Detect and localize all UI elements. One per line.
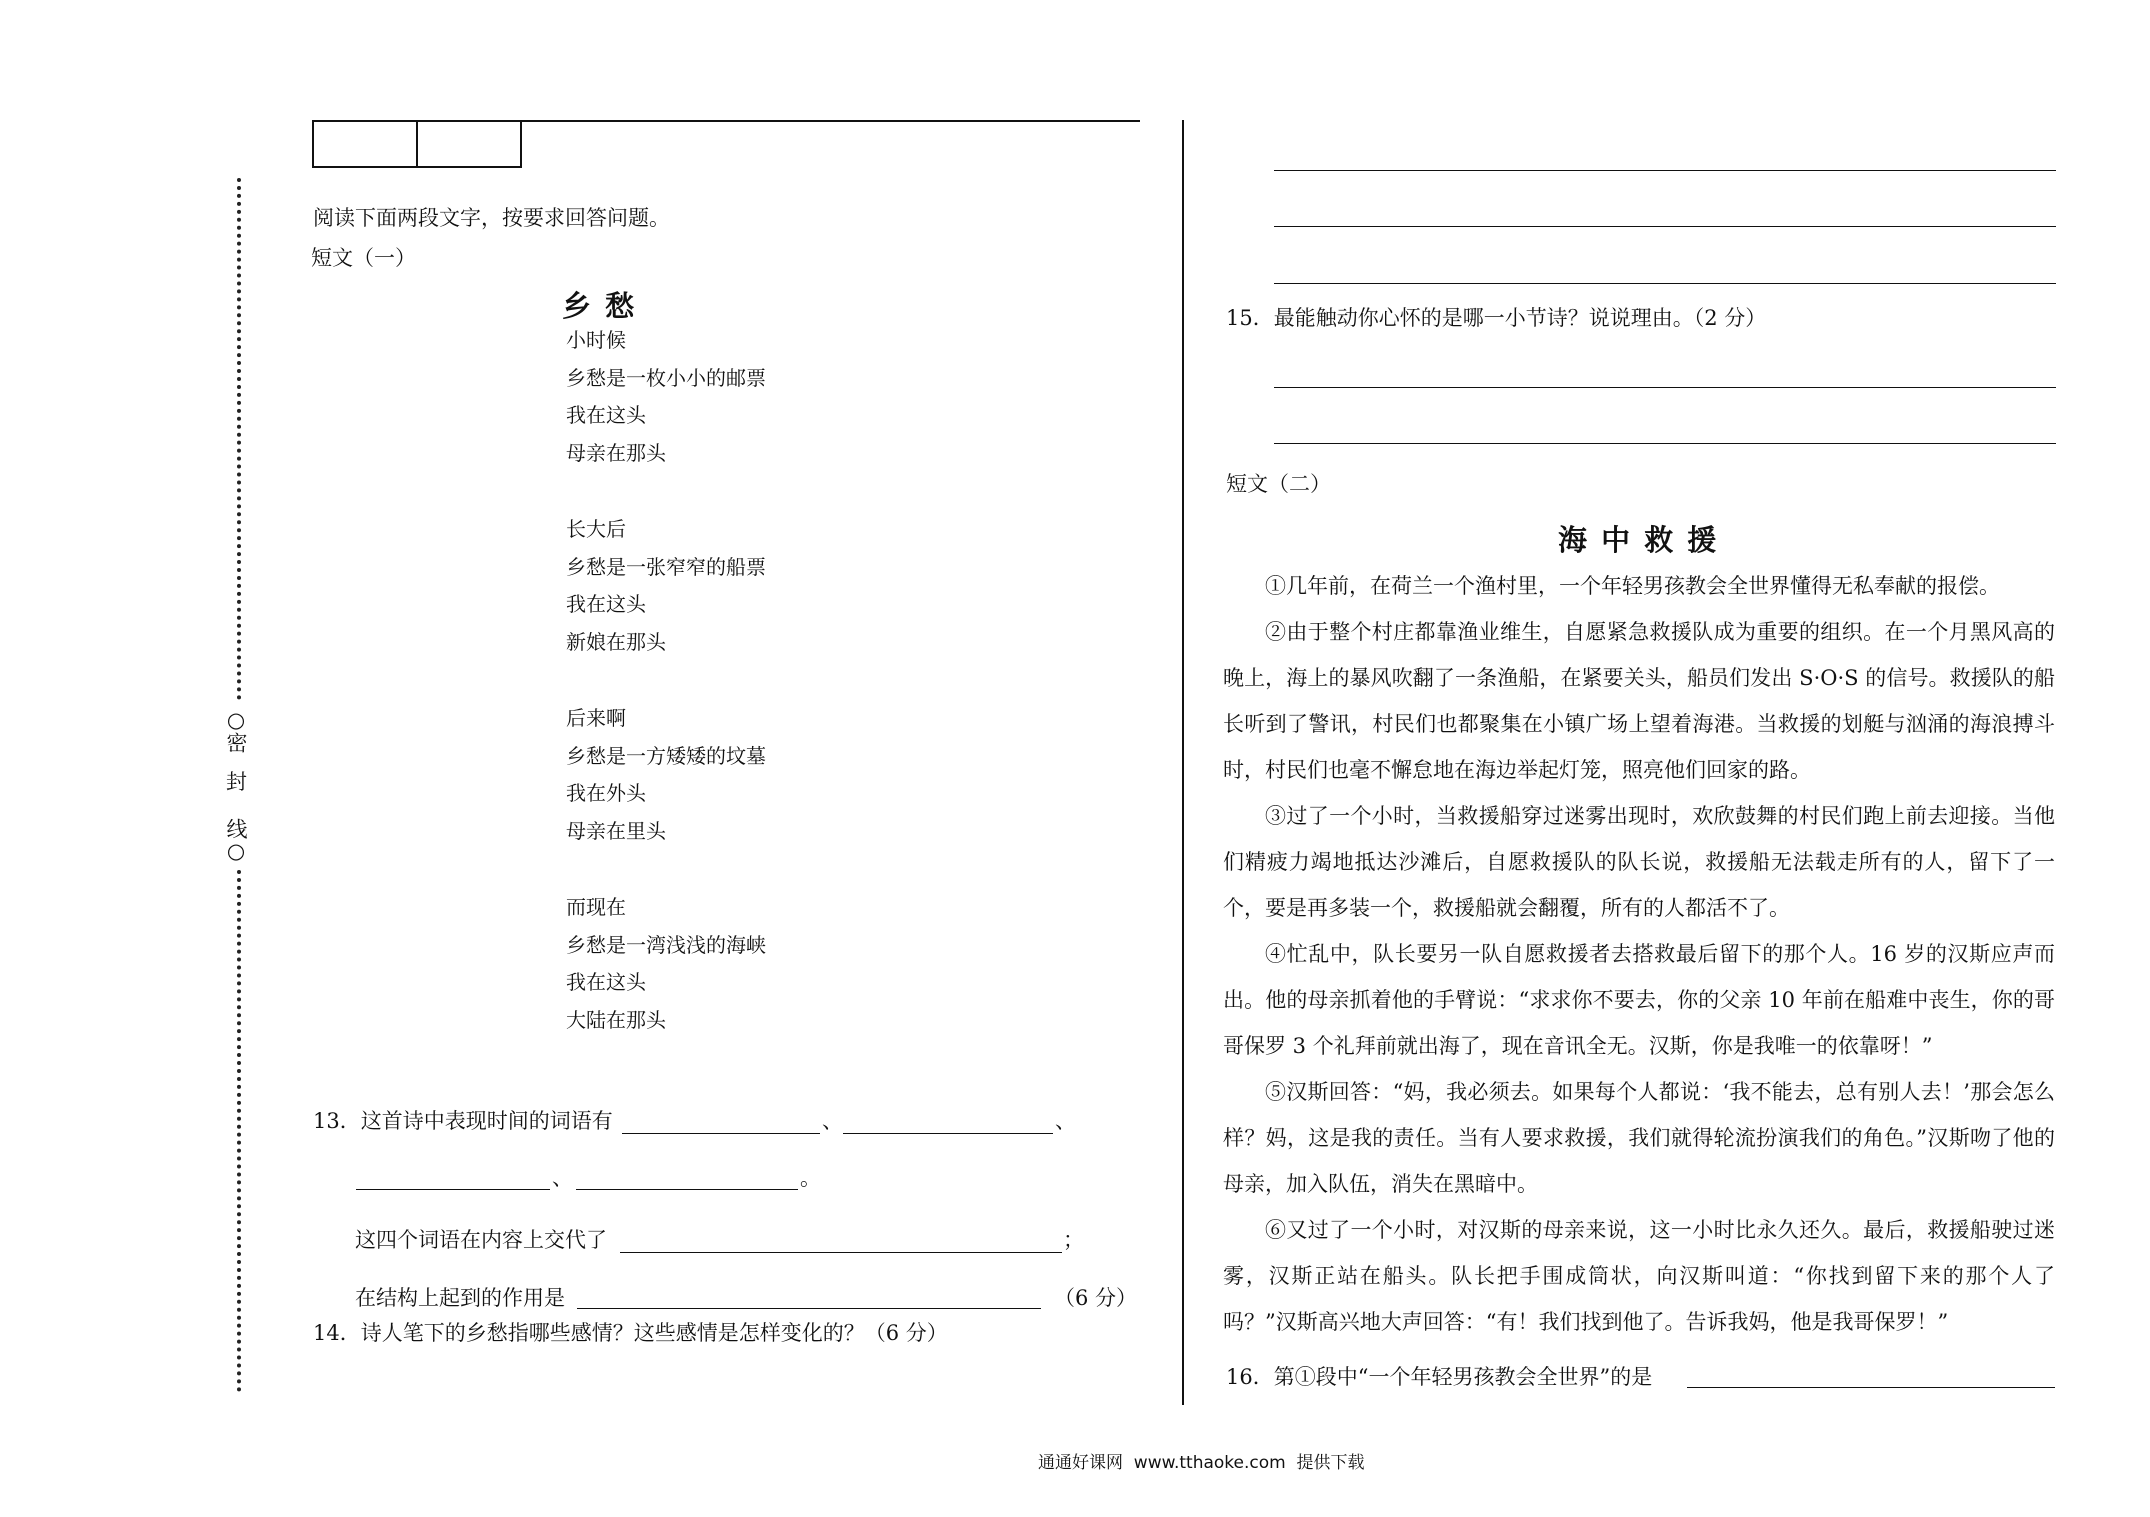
poem-line: 后来啊 bbox=[566, 706, 626, 730]
q13-blank-5[interactable] bbox=[620, 1252, 1062, 1253]
q13-blank-1[interactable] bbox=[622, 1133, 820, 1134]
poem-line: 小时候 bbox=[566, 328, 626, 352]
poem-line: 母亲在那头 bbox=[566, 440, 666, 465]
column-divider bbox=[1182, 120, 1184, 1405]
q13-blank-6[interactable] bbox=[577, 1308, 1041, 1309]
poem-line: 我在外头 bbox=[566, 781, 646, 805]
poem-line: 乡愁是一张窄窄的船票 bbox=[566, 554, 766, 579]
poem-line: 乡愁是一枚小小的邮票 bbox=[566, 365, 766, 390]
q16-blank[interactable] bbox=[1687, 1387, 2055, 1388]
story-paragraph: ④忙乱中，队长要另一队自愿救援者去搭救最后留下的那个人。16 岁的汉斯应声而出。他的母亲抓着他的手臂说：“求求你不要去，你的父亲 10 年前在船难中丧生，你的哥哥保罗 3 个礼拜前就出海了，现在音讯全无。汉斯，你是我唯一的依靠呀！” bbox=[1223, 942, 2055, 1058]
story-paragraph: ②由于整个村庄都靠渔业维生，自愿紧急救援队成为重要的组织。在一个月黑风高的晚上，海上的暴风吹翻了一条渔船，在紧要关头，船员们发出 S·O·S 的信号。救援队的船长听到了警讯，村民们也都聚集在小镇广场上望着海港。当救援的划艇与汹涌的海浪搏斗时，村民们也毫不懈怠地在海边举起灯笼，照亮他们回家的路。 bbox=[1223, 620, 2055, 782]
q13-blank-4[interactable] bbox=[576, 1189, 798, 1190]
poem-line: 新娘在那头 bbox=[566, 629, 666, 654]
q13-semicolon: ； bbox=[1063, 1228, 1084, 1252]
q13-line3: 在结构上起到的作用是 bbox=[355, 1286, 565, 1310]
section2-label: 短文（二） bbox=[1226, 472, 1331, 496]
answer-line-top-1[interactable] bbox=[1274, 170, 2056, 171]
poem-line: 乡愁是一方矮矮的坟墓 bbox=[566, 743, 766, 768]
q13-blank-2[interactable] bbox=[843, 1133, 1053, 1134]
q13-sep3: 、 bbox=[552, 1166, 573, 1190]
answer-line-top-3[interactable] bbox=[1274, 283, 2056, 284]
q14: 14．诗人笔下的乡愁指哪些感情？这些感情是怎样变化的？（6 分） bbox=[313, 1321, 948, 1345]
seal-label-feng: 封 bbox=[226, 770, 247, 794]
story-paragraph: ⑥又过了一个小时，对汉斯的母亲来说，这一小时比永久还久。最后，救援船驶过迷雾，汉斯正站在船头。队长把手围成筒状，向汉斯叫道：“你找到留下来的那个人了吗？”汉斯高兴地大声回答：“有！我们找到他了。告诉我妈，他是我哥保罗！” bbox=[1223, 1218, 2055, 1334]
answer-line-top-2[interactable] bbox=[1274, 226, 2056, 227]
q13-end: 。 bbox=[800, 1166, 821, 1190]
section1-label: 短文（一） bbox=[311, 246, 416, 270]
q13-score: （6 分） bbox=[1054, 1286, 1138, 1310]
seal-label-xian: 线○ bbox=[224, 818, 248, 863]
story-paragraph: ①几年前，在荷兰一个渔村里，一个年轻男孩教会全世界懂得无私奉献的报偿。 bbox=[1265, 574, 2000, 598]
q13-prefix: 13．这首诗中表现时间的词语有 bbox=[313, 1109, 613, 1133]
poem-line: 我在这头 bbox=[566, 592, 646, 616]
q13-line2: 这四个词语在内容上交代了 bbox=[355, 1228, 607, 1252]
seal-dotted-line-top bbox=[237, 178, 241, 700]
story-paragraph: ⑤汉斯回答：“妈，我必须去。如果每个人都说：‘我不能去，总有别人去！’那会怎么样？妈，这是我的责任。当有人要求救援，我们就得轮流扮演我们的角色。”汉斯吻了他的母亲，加入队伍，消失在黑暗中。 bbox=[1223, 1080, 2055, 1196]
poem-line: 长大后 bbox=[566, 517, 626, 541]
poem-line: 而现在 bbox=[566, 895, 626, 919]
q13-sep2: 、 bbox=[1055, 1109, 1076, 1133]
q16: 16．第①段中“一个年轻男孩教会全世界”的是 bbox=[1226, 1365, 1653, 1389]
score-box-2 bbox=[416, 120, 522, 168]
story-paragraph: ③过了一个小时，当救援船穿过迷雾出现时，欢欣鼓舞的村民们跑上前去迎接。当他们精疲力竭地抵达沙滩后，自愿救援队的队长说，救援船无法载走所有的人，留下了一个，要是再多装一个，救援船就会翻覆，所有的人都活不了。 bbox=[1223, 804, 2055, 920]
poem-line: 大陆在那头 bbox=[566, 1007, 666, 1032]
story-title: 海 中 救 援 bbox=[1558, 523, 1719, 557]
header-rule bbox=[520, 120, 1140, 122]
footer: 通通好课网 www.tthaoke.com 提供下载 bbox=[1038, 1453, 1365, 1473]
instruction: 阅读下面两段文字，按要求回答问题。 bbox=[313, 206, 670, 230]
story-body bbox=[1223, 563, 2055, 1345]
q15-answer-line-2[interactable] bbox=[1274, 443, 2056, 444]
q13-blank-3[interactable] bbox=[356, 1189, 550, 1190]
seal-dotted-line-bottom bbox=[237, 870, 241, 1392]
poem-line: 我在这头 bbox=[566, 970, 646, 994]
q13-sep1: 、 bbox=[822, 1109, 843, 1133]
poem-title: 乡 愁 bbox=[562, 289, 637, 323]
poem-line: 我在这头 bbox=[566, 403, 646, 427]
poem-line: 母亲在里头 bbox=[566, 818, 666, 843]
q15-answer-line-1[interactable] bbox=[1274, 387, 2056, 388]
seal-label-mi: ○密 bbox=[224, 708, 248, 753]
poem-line: 乡愁是一湾浅浅的海峡 bbox=[566, 932, 766, 957]
score-box-1 bbox=[312, 120, 418, 168]
q15: 15．最能触动你心怀的是哪一小节诗？说说理由。（2 分） bbox=[1226, 306, 1767, 330]
